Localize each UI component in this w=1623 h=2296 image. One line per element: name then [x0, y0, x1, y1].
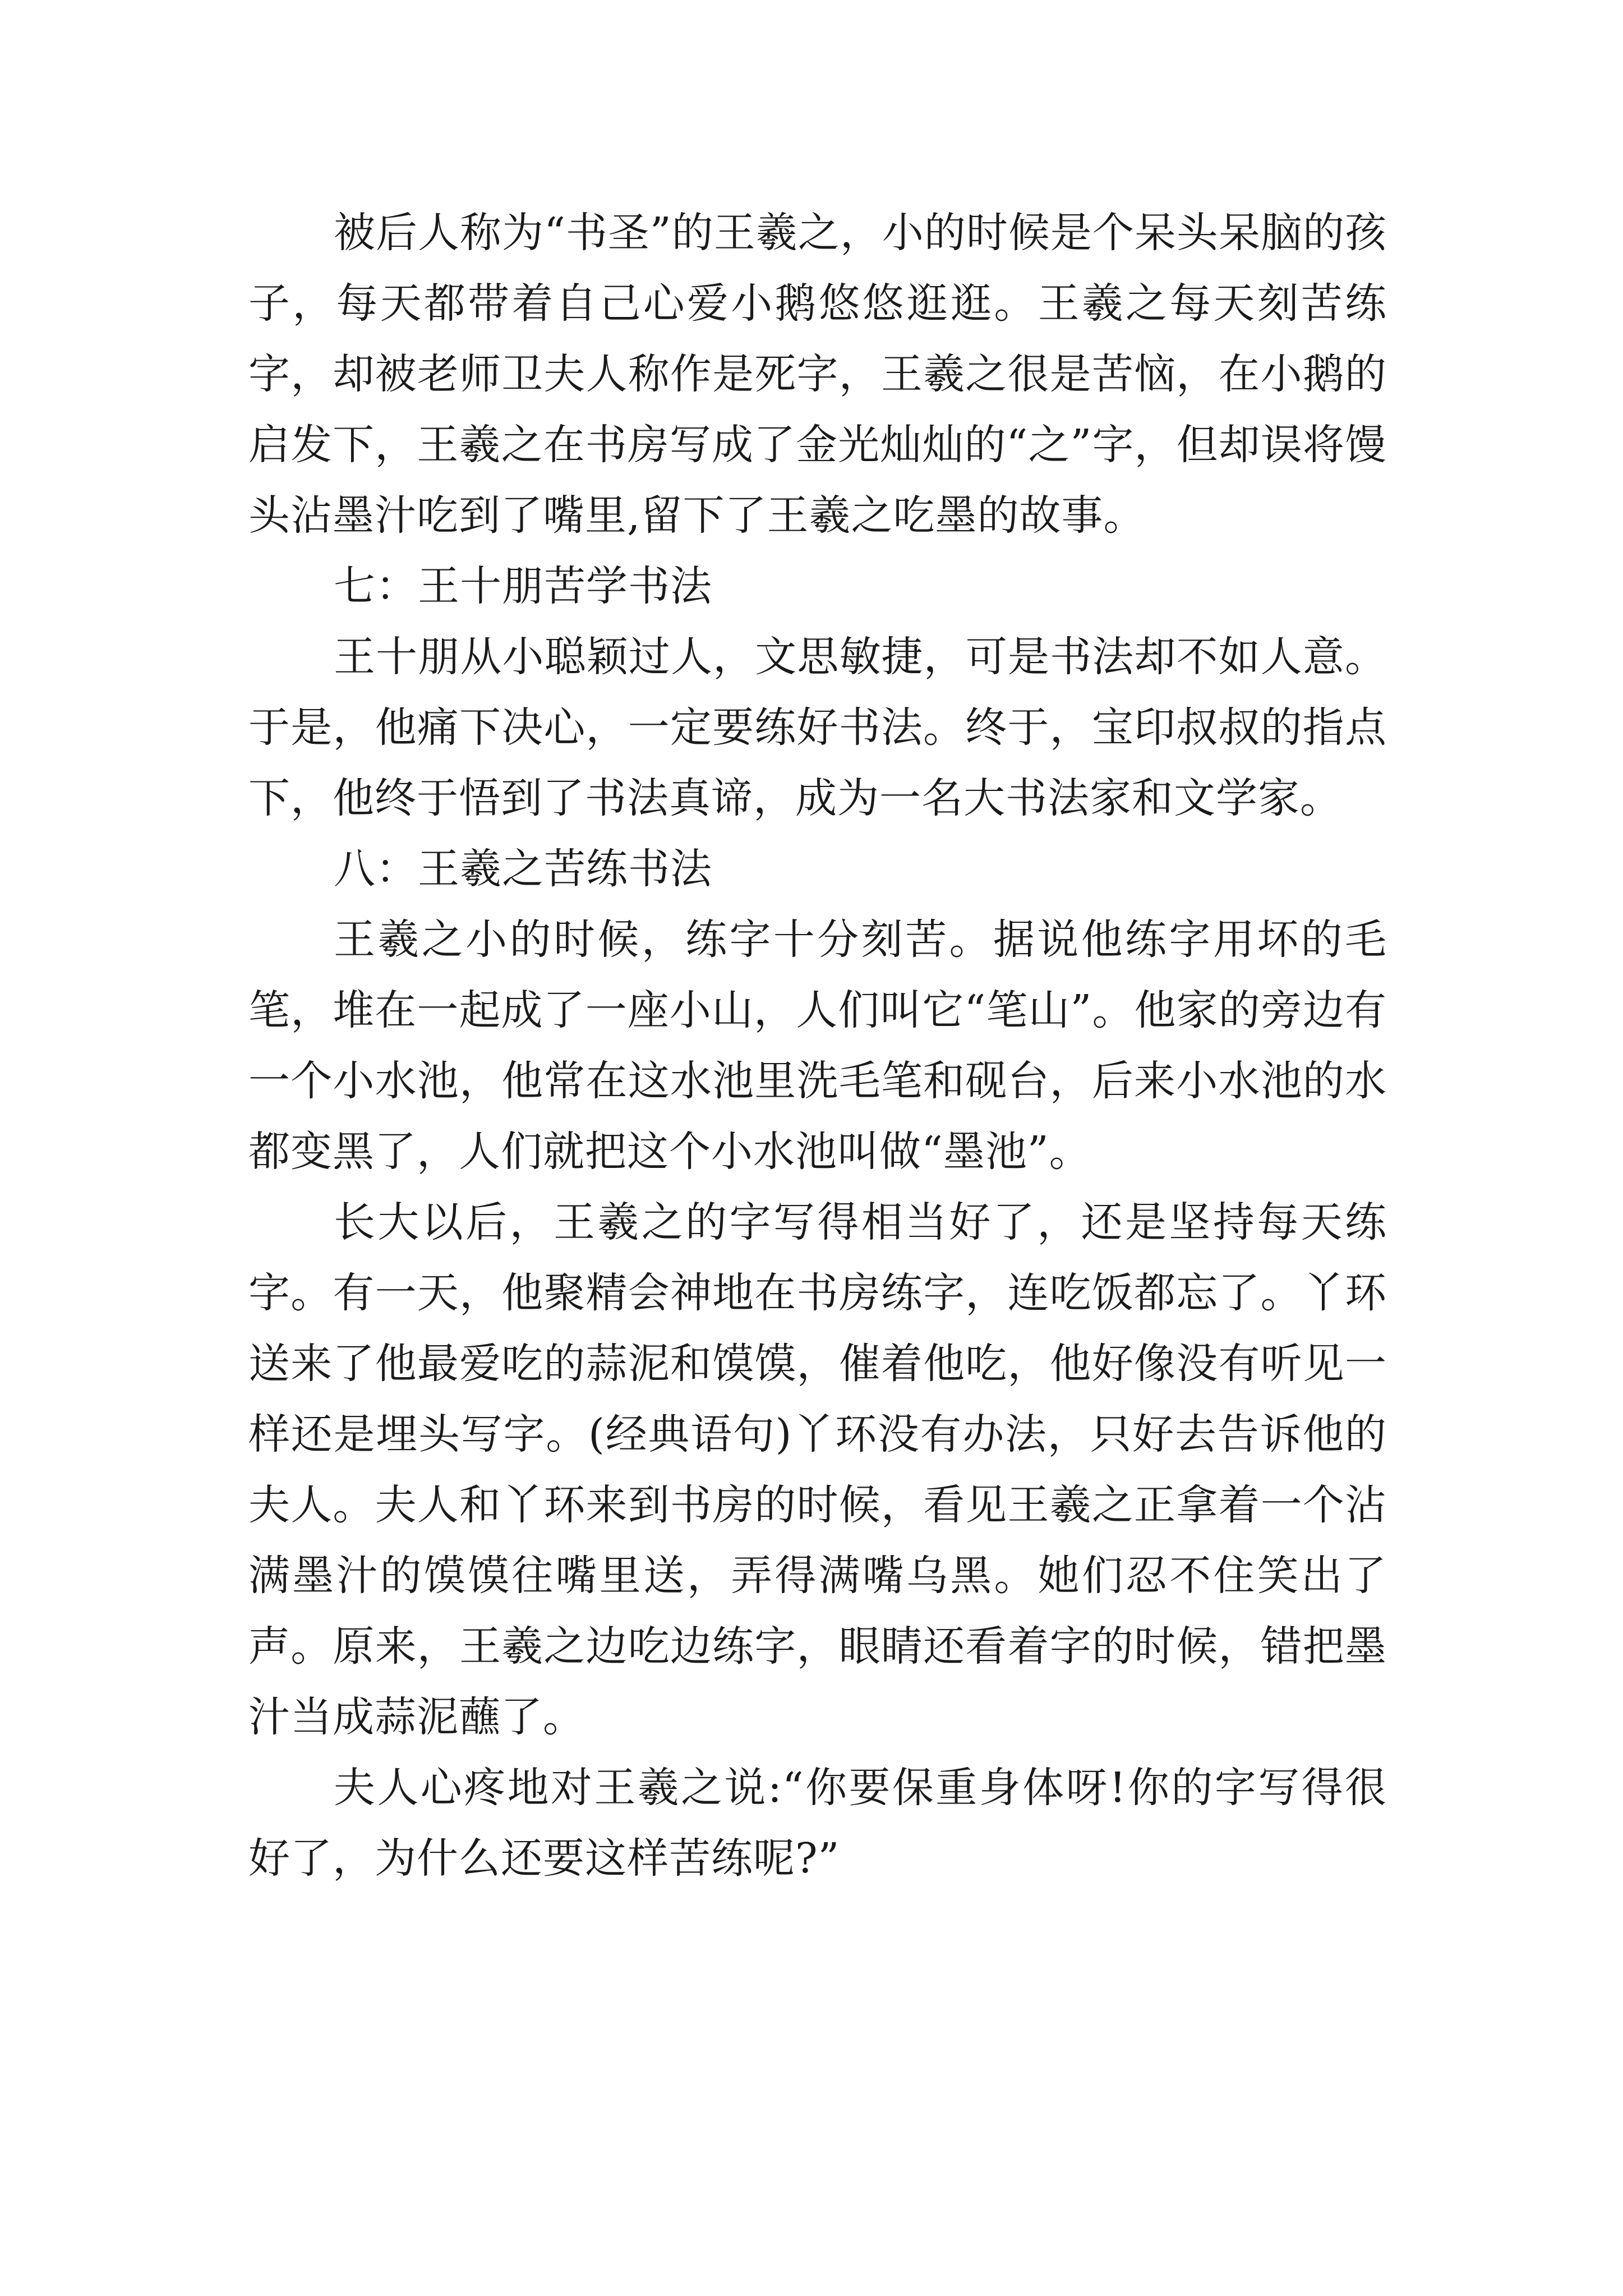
paragraph-steamed-bun-ink: 长大以后，王羲之的字写得相当好了，还是坚持每天练字。有一天，他聚精会神地在书房练字，连吃饭都忘了。丫环送来了他最爱吃的蒜泥和馍馍，催着他吃，他好像没有听见一样还是埋头写字。(经典语句)丫环没有办法，只好去告诉他的夫人。夫人和丫环来到书房的时候，看见王羲之正拿着一个沾满墨汁的馍馍往嘴里送，弄得满嘴乌黑。她们忍不住笑出了声。原来，王羲之边吃边练字，眼睛还看着字的时候，错把墨汁当成蒜泥蘸了。 [248, 1198, 1387, 1741]
section-heading-wang-xizhi: 八：王羲之苦练书法 [334, 845, 712, 893]
paragraph-ink-pond: 王羲之小的时候，练字十分刻苦。据说他练字用坏的毛笔，堆在一起成了一座小山，人们叫它“笔山”。他家的旁边有一个小水池，他常在这水池里洗毛笔和砚台，后来小水池的水都变黑了，人们就把这个小水池叫做“墨池”。 [248, 915, 1387, 1176]
document-body [248, 197, 1387, 1894]
paragraph-wife-question: 夫人心疼地对王羲之说:“你要保重身体呀!你的字写得很好了，为什么还要这样苦练呢?” [248, 1764, 1387, 1883]
section-heading-wang-shipeng: 七：王十朋苦学书法 [334, 562, 712, 610]
paragraph-wang-shipeng: 王十朋从小聪颖过人，文思敏捷，可是书法却不如人意。于是，他痛下决心，一定要练好书法。终于，宝印叔叔的指点下，他终于悟到了书法真谛，成为一名大书法家和文学家。 [248, 633, 1387, 822]
paragraph-wang-xizhi-eats-ink: 被后人称为“书圣”的王羲之，小的时候是个呆头呆脑的孩子，每天都带着自己心爱小鹅悠悠逛逛。王羲之每天刻苦练字，却被老师卫夫人称作是死字，王羲之很是苦恼，在小鹅的启发下，王羲之在书房写成了金光灿灿的“之”字，但却误将馒头沾墨汁吃到了嘴里,留下了王羲之吃墨的故事。 [248, 209, 1387, 540]
